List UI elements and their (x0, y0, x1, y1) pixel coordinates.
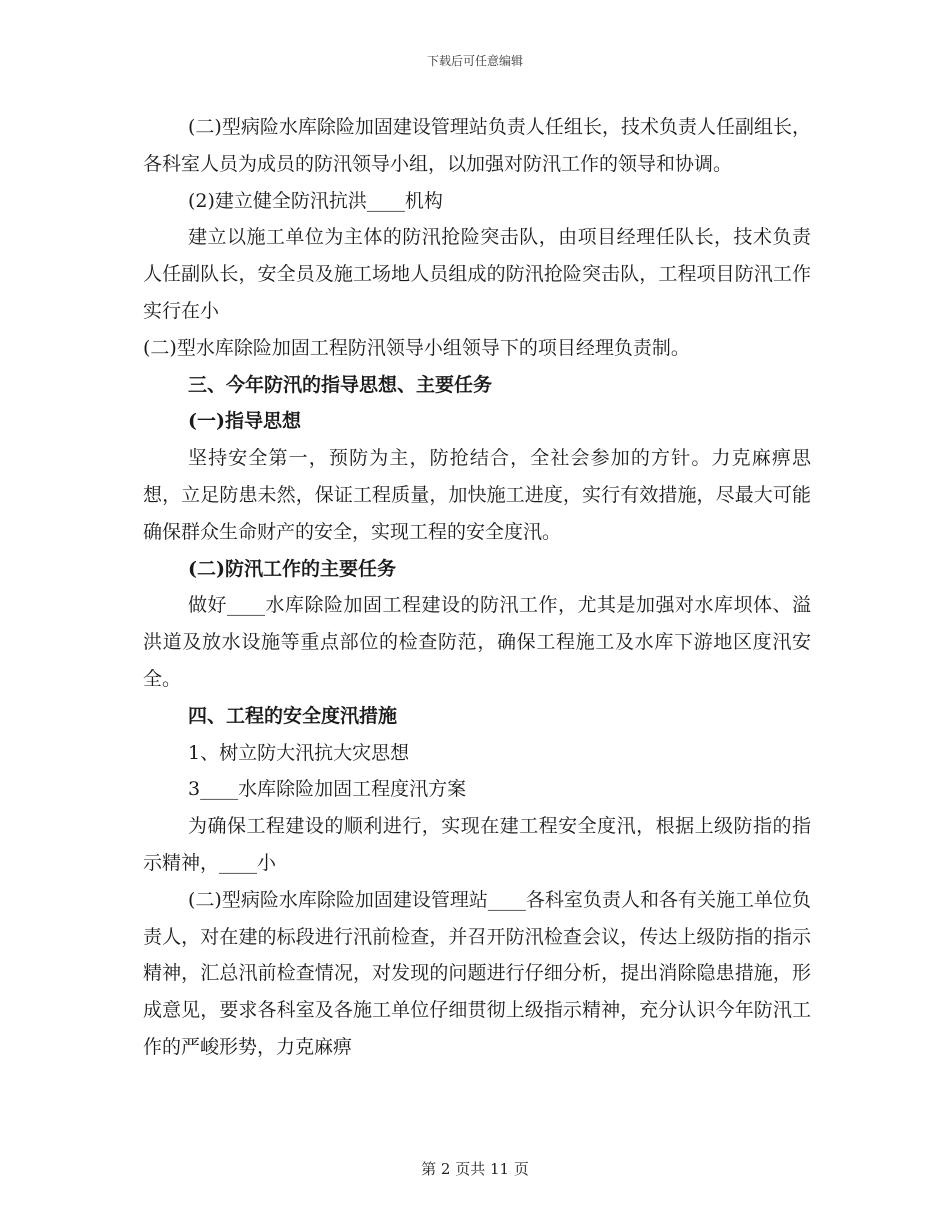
paragraph-manager-responsibility: (二)型水库除险加固工程防汛领导小组领导下的项目经理负责制。 (143, 336, 690, 359)
page-header-note: 下载后可任意编辑 (426, 54, 523, 68)
subsection-heading-tasks: (二)防汛工作的主要任务 (188, 557, 396, 580)
list-item-3: 3____水库除险加固工程度汛方案 (188, 778, 467, 801)
paragraph-guiding-thought: 坚持安全第一，预防为主，防抢结合，全社会参加的方针。力克麻痹思想，立足防患未然，保证工程质量，加快施工进度，实行有效措施，尽最大可能确保群众生命财产的安全，实现工程的安全度汛。 (143, 447, 811, 543)
document-body (143, 109, 811, 1066)
paragraph-flood-organization: (2)建立健全防汛抗洪____机构 (188, 189, 443, 212)
section-heading-3: 三、今年防汛的指导思想、主要任务 (188, 373, 493, 396)
paragraph-main-tasks: 做好____水库除险加固工程建设的防汛工作，尤其是加强对水库坝体、溢洪道及放水设施等重点部位的检查防范，确保工程施工及水库下游地区度汛安全。 (143, 594, 811, 690)
paragraph-pre-flood-inspection: (二)型病险水库除险加固建设管理站____各科室负责人和各有关施工单位负责人，对在建的标段进行汛前检查，并召开防汛检查会议，传达上级防指的指示精神，汇总汛前检查情况，对发现的问题进行仔细分析，提出消除隐患措施，形成意见，要求各科室及各施工单位仔细贯彻上级指示精神，充分认识今年防汛工作的严峻形势，力克麻痹 (143, 888, 811, 1058)
paragraph-emergency-team: 建立以施工单位为主体的防汛抢险突击队，由项目经理任队长，技术负责人任副队长，安全员及施工场地人员组成的防汛抢险突击队，工程项目防汛工作实行在小 (143, 226, 811, 322)
subsection-heading-guiding: (一)指导思想 (188, 410, 301, 433)
paragraph-leadership-group: (二)型病险水库除险加固建设管理站负责人任组长，技术负责人任副组长，各科室人员为成员的防汛领导小组，以加强对防汛工作的领导和协调。 (143, 116, 811, 175)
paragraph-ensure-construction: 为确保工程建设的顺利进行，实现在建工程安全度汛，根据上级防指的指示精神，____小 (143, 815, 811, 874)
list-item-1: 1、树立防大汛抗大灾思想 (188, 741, 410, 764)
page-number-footer: 第 2 页共 11 页 (421, 1160, 529, 1178)
section-heading-4: 四、工程的安全度汛措施 (188, 704, 398, 727)
